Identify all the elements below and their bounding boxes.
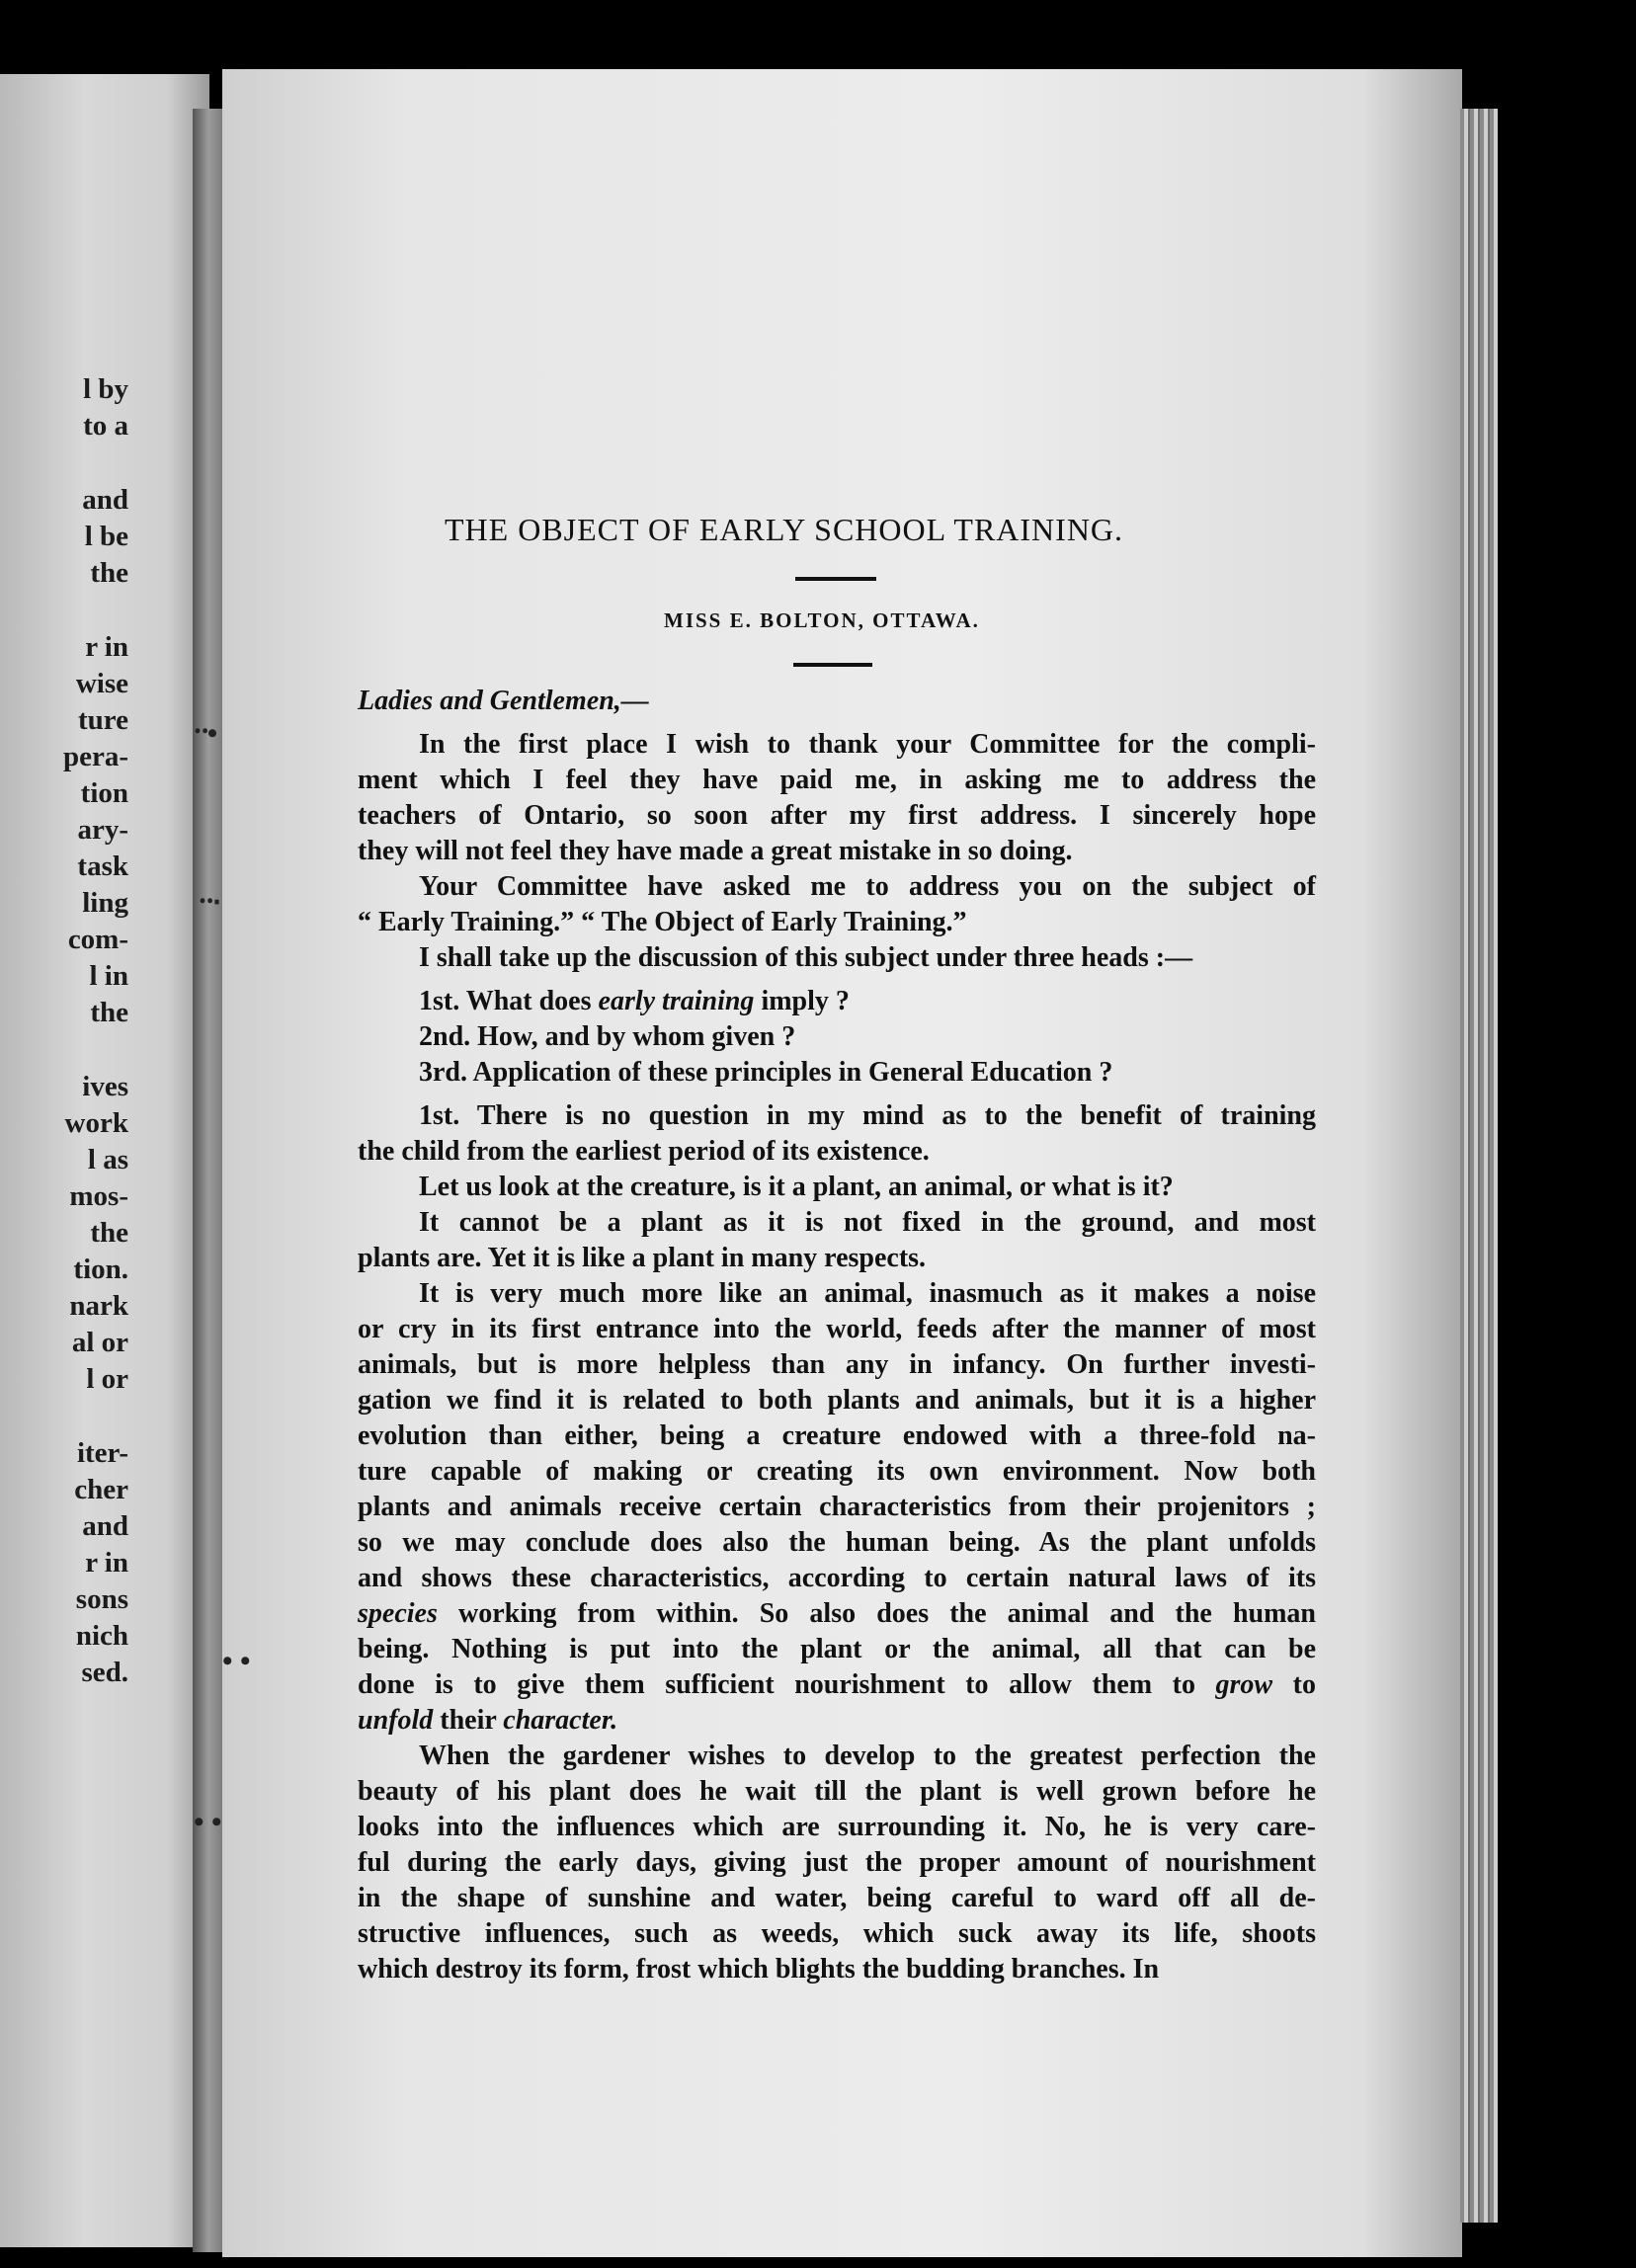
text-line: ture capable of making or creating its own environment. Now both	[358, 1456, 1316, 1487]
text-line: “ Early Training.” “ The Object of Early Training.”	[358, 907, 967, 937]
text-line: they will not feel they have made a great mistake in so doing.	[358, 836, 1073, 866]
left-text-line: and	[82, 1510, 128, 1542]
list-item: 3rd. Application of these principles in General Education ?	[419, 1057, 1113, 1088]
salutation: Ladies and Gentlemen,—	[358, 686, 649, 716]
left-text-line: to a	[83, 410, 128, 442]
left-text-line: ives	[82, 1071, 128, 1102]
paragraph-4	[358, 1098, 1316, 1170]
text-line: looks into the influences which are surrounding it. No, he is very care-	[358, 1812, 1316, 1842]
binding-mark: • •	[194, 1806, 222, 1838]
text-line: in the shape of sunshine and water, being careful to ward off all de-	[358, 1883, 1316, 1913]
text-line: gation we find it is related to both plants and animals, but it is a higher	[358, 1385, 1316, 1416]
binding-mark: ᠃‧	[193, 887, 222, 920]
left-text-line: cher	[74, 1474, 128, 1505]
text-line: It cannot be a plant as it is not fixed in the ground, and most	[419, 1207, 1316, 1238]
text-line: When the gardener wishes to develop to the greatest perfection the	[419, 1741, 1316, 1771]
text-line: Your Committee have asked me to address you on the subject of	[419, 871, 1316, 902]
text-line: plants are. Yet it is like a plant in many respects.	[358, 1243, 927, 1273]
left-text-line: l in	[89, 960, 128, 992]
paragraph-6	[358, 1205, 1316, 1276]
text-line: ful during the early days, giving just the proper amount of nourishment	[358, 1847, 1316, 1878]
text-line: species working from within. So also does the animal and the human	[358, 1598, 1316, 1629]
text-line: ment which I feel they have paid me, in asking me to address the	[358, 765, 1316, 795]
text-line: beauty of his plant does he wait till the plant is well grown before he	[358, 1776, 1316, 1807]
paragraph-3: I shall take up the discussion of this subject under three heads :—	[419, 942, 1193, 973]
text-line: being. Nothing is put into the plant or the animal, all that can be	[358, 1634, 1316, 1664]
title-rule	[795, 577, 876, 581]
left-text-line: the	[90, 997, 128, 1028]
article-author: MISS E. BOLTON, OTTAWA.	[664, 608, 980, 632]
binding-mark: • •	[222, 1645, 251, 1677]
left-text-line: sons	[75, 1583, 128, 1615]
article-title: THE OBJECT OF EARLY SCHOOL TRAINING.	[445, 512, 1124, 547]
left-text-line: tion	[80, 777, 128, 809]
left-text-line: the	[90, 1217, 128, 1249]
text-line: the child from the earliest period of its existence.	[358, 1136, 930, 1167]
text-line: and shows these characteristics, according to certain natural laws of its	[358, 1563, 1316, 1593]
left-text-line: com-	[67, 924, 128, 955]
left-text-line: pera-	[62, 741, 128, 772]
list-item: 2nd. How, and by whom given ?	[419, 1021, 796, 1052]
left-text-line: wise	[75, 668, 128, 699]
left-text-line: ary-	[77, 814, 128, 846]
left-text-line: task	[77, 850, 128, 882]
left-text-line: r in	[85, 631, 128, 663]
text-line: In the first place I wish to thank your Committee for the compli-	[419, 729, 1316, 760]
left-page-text	[0, 371, 128, 1691]
left-text-line: work	[64, 1107, 128, 1139]
left-text-line: and	[82, 484, 128, 516]
left-text-line: l as	[87, 1144, 128, 1175]
paragraph-1	[358, 727, 1316, 869]
text-line: teachers of Ontario, so soon after my first address. I sincerely hope	[358, 800, 1316, 831]
author-rule	[793, 663, 872, 667]
left-text-line: r in	[85, 1547, 128, 1579]
left-text-line: l by	[83, 373, 128, 405]
left-text-line: nich	[75, 1620, 128, 1652]
left-text-line: al or	[71, 1327, 128, 1358]
left-text-line: the	[90, 557, 128, 589]
article-body	[358, 684, 1316, 1987]
paragraph-8	[358, 1739, 1316, 1987]
text-line: 1st. There is no question in my mind as to the benefit of training	[419, 1100, 1316, 1131]
text-line: evolution than either, being a creature endowed with a three-fold na-	[358, 1420, 1316, 1451]
paragraph-5: Let us look at the creature, is it a plant, an animal, or what is it?	[419, 1172, 1174, 1202]
text-line: structive influences, such as weeds, which suck away its life, shoots	[358, 1918, 1316, 1949]
text-line: or cry in its first entrance into the world, feeds after the manner of most	[358, 1314, 1316, 1344]
text-line: unfold their character.	[358, 1705, 618, 1736]
left-text-line: ture	[77, 704, 128, 736]
paragraph-2	[358, 869, 1316, 940]
list-item: 1st. What does early training imply ?	[419, 986, 850, 1016]
text-line: so we may conclude does also the human being. As the plant unfolds	[358, 1527, 1316, 1558]
text-line: which destroy its form, frost which blights the budding branches. In	[358, 1954, 1160, 1984]
page-edges	[1460, 109, 1498, 2223]
paragraph-7	[358, 1276, 1316, 1739]
text-line: plants and animals receive certain characteristics from their projenitors ;	[358, 1492, 1316, 1522]
left-text-line: ling	[82, 887, 128, 919]
left-text-line: sed.	[81, 1657, 128, 1688]
left-text-line: l be	[84, 521, 128, 552]
left-text-line: l or	[86, 1363, 128, 1395]
left-text-line: nark	[69, 1290, 128, 1322]
text-line: done is to give them sufficient nourishment to allow them to grow to	[358, 1669, 1316, 1700]
left-text-line: tion.	[73, 1254, 128, 1285]
left-text-line: mos-	[69, 1180, 128, 1212]
binding-mark: ᠃•	[188, 717, 218, 750]
list	[358, 984, 1316, 1091]
text-line: It is very much more like an animal, inasmuch as it makes a noise	[419, 1278, 1316, 1309]
left-text-line: iter-	[76, 1437, 128, 1469]
text-line: animals, but is more helpless than any in infancy. On further investi-	[358, 1349, 1316, 1380]
